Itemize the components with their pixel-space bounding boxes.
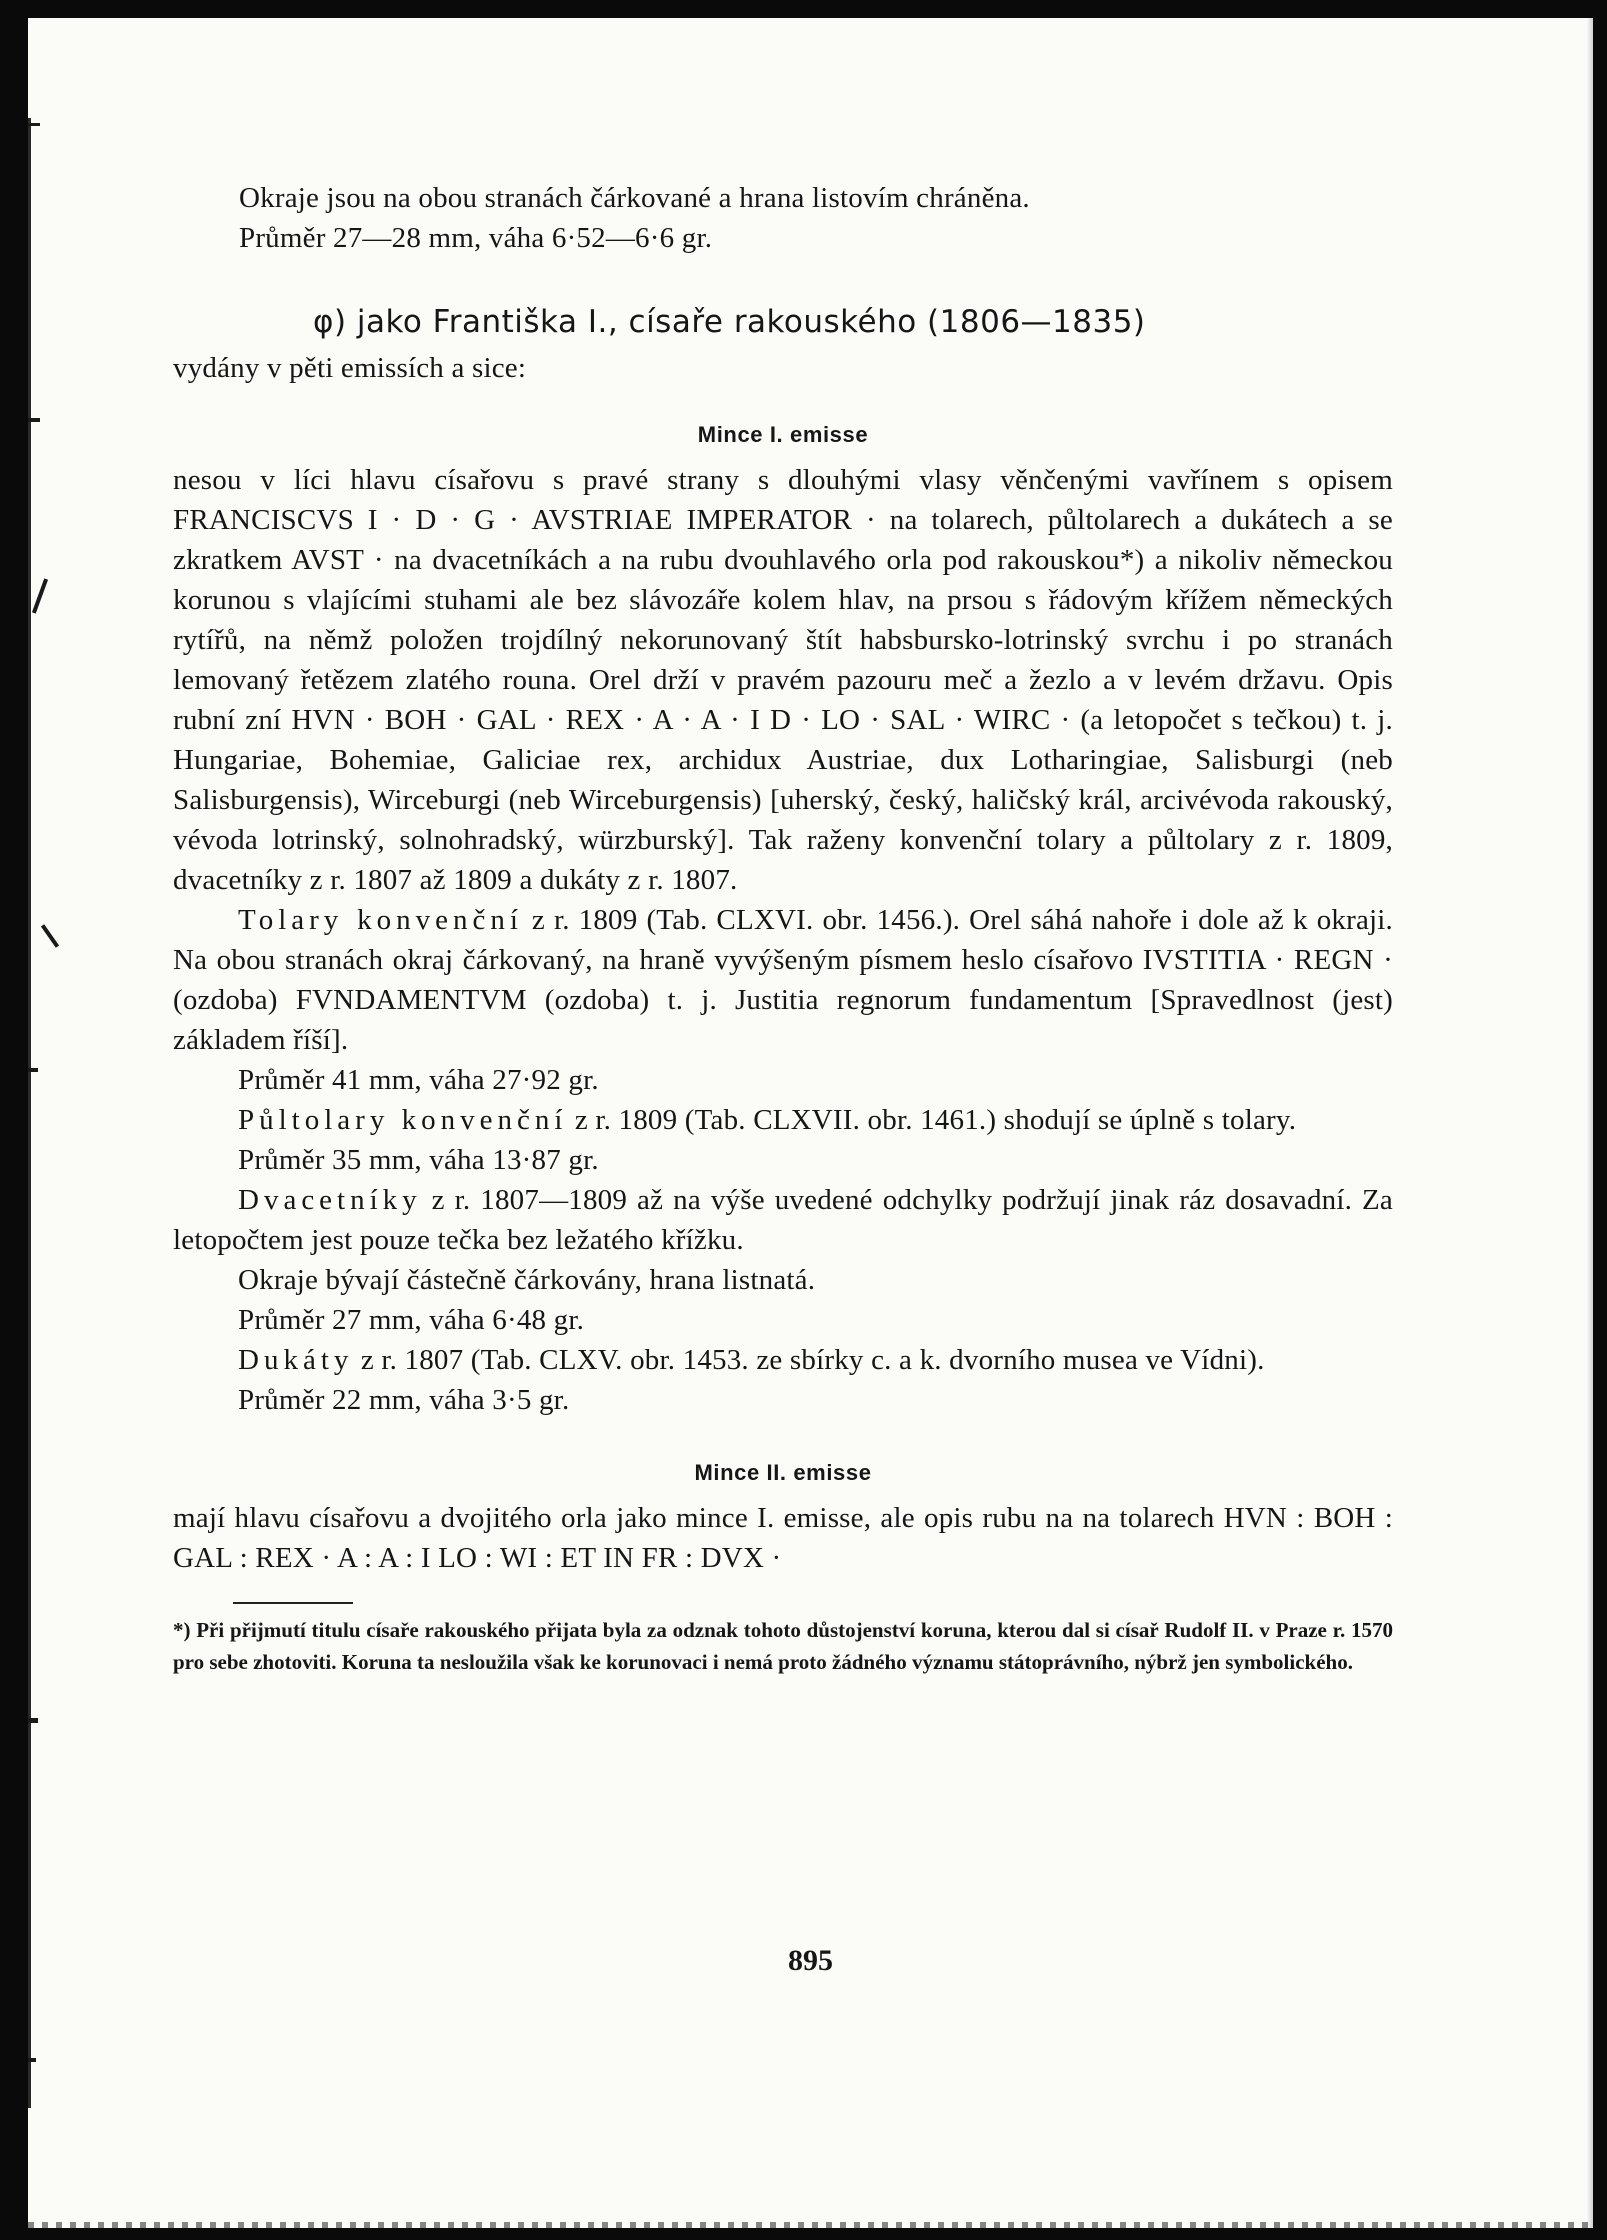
tolary-paragraph [173,900,1393,1060]
dvacetniky-text: z r. 1807—1809 až na výše uvedené odchylky podržují jinak ráz dosavadní. Za letopočtem jest pouze tečka bez ležatého křížku. [173,1184,1393,1256]
text-block [173,178,1393,1678]
margin-mark [28,2058,36,2062]
tolary-measure: Průměr 41 mm, váha 27·92 gr. [238,1064,599,1096]
dukaty-measure: Průměr 22 mm, váha 3·5 gr. [238,1384,570,1416]
intro-line-1: Okraje jsou na obou stranách čárkované a hrana listovím chráněna. [239,182,1030,214]
pultolary-title: Půltolary konvenční [238,1104,568,1136]
margin-mark [32,578,48,613]
tolary-text: z r. 1809 (Tab. CLXVI. obr. 1456.). Orel sáhá nahoře i dole až k okraji. Na obou stranách okraj čárkovaný, na hraně vyvýšeným písmem heslo císařovo IVSTITIA · REGN · (ozdoba) FVNDAMENTVM (ozdoba) t. j. Justitia regnorum fundamentum [Spravedlnost (jest) základem říší]. [173,904,1393,1056]
dvacetniky-title: Dvacetníky [238,1184,422,1216]
margin-mark [28,123,40,126]
emisse-1-description: nesou v líci hlavu císařovu s pravé strany s dlouhými vlasy věnčenými vavřínem s opisem FRANCISCVS I · D · G · AVSTRIAE IMPERATOR · na tolarech, půltolarech a dukátech a se zkratkem AVST · na dvacetníkách a na rubu dvouhlavého orla pod rakouskou*) a nikoliv německou korunou s vlajícími stuhami ale bez slávozáře kolem hlav, na prsou s řádovým křížem německých rytířů, na němž položen trojdílný nekorunovaný štít habsbursko-lotrinský svrchu i po stranách lemovaný řetězem zlatého rouna. Orel drží v pravém pazouru meč a žezlo a v levém državu. Opis rubní zní HVN · BOH · GAL · REX · A · A · I D · LO · SAL · WIRC · (a letopočet s tečkou) t. j. Hungariae, Bohemiae, Galiciae rex, archidux Austriae, dux Lotharingiae, Salisburgi (neb Salisburgensis), Wirceburgi (neb Wirceburgensis) [uherský, český, haličský král, arcivévoda rakouský, vévoda lotrinský, solnohradský, würzburský]. Tak raženy konvenční tolary a půltolary z r. 1809, dvacetníky z r. 1807 až 1809 a dukáty z r. 1807. [173,464,1393,896]
pultolary-paragraph [173,1100,1393,1140]
bottom-edge-noise [28,2222,1593,2228]
footnote-divider [233,1602,353,1604]
dukaty-title: Dukáty [238,1344,354,1376]
margin-mark [28,118,31,2108]
dvacetniky-paragraph [173,1180,1393,1260]
margin-mark [41,924,59,948]
tolary-title: Tolary konvenční [238,904,523,936]
emisse-2-description: mají hlavu císařovu a dvojitého orla jako mince I. emisse, ale opis rubu na na tolarech HVN : BOH : GAL : REX · A : A : I LO : WI : ET IN FR : DVX · [173,1502,1393,1574]
margin-mark [28,418,40,422]
footnote: *) Při přijmutí titulu císaře rakouského přijata byla za odznak tohoto důstojenství koruna, kterou dal si císař Rudolf II. v Praze r. 1570 pro sebe zhotoviti. Koruna ta nesloužila však ke korunovaci i nemá proto žádného významu státoprávního, nýbrž jen symbolického. [173,1618,1393,1674]
margin-mark [28,1068,38,1072]
page-edge-shadow [1587,18,1593,2228]
phi-subline: vydány v pěti emissích a sice: [173,352,527,384]
section-heading-emisse-2: Mince II. emisse [694,1460,872,1485]
dukaty-text: z r. 1807 (Tab. CLXV. obr. 1453. ze sbírky c. a k. dvorního musea ve Vídni). [353,1344,1265,1376]
binding-margin-marks [28,18,68,2228]
dvacetniky-measure: Průměr 27 mm, váha 6·48 gr. [238,1304,585,1336]
intro-line-2: Průměr 27—28 mm, váha 6·52—6·6 gr. [239,222,713,254]
section-heading-emisse-1: Mince I. emisse [697,422,869,447]
phi-heading: φ) jako Františka I., císaře rakouského (1806—1835) [313,304,1146,340]
dukaty-paragraph [173,1340,1393,1380]
margin-mark [28,1718,38,1723]
dvacetniky-extra: Okraje bývají částečně čárkovány, hrana listnatá. [238,1264,816,1296]
document-page [28,18,1593,2228]
pultolary-measure: Průměr 35 mm, váha 13·87 gr. [238,1144,599,1176]
page-number: 895 [788,1944,833,1977]
pultolary-text: z r. 1809 (Tab. CLXVII. obr. 1461.) shodují se úplně s tolary. [567,1104,1297,1136]
